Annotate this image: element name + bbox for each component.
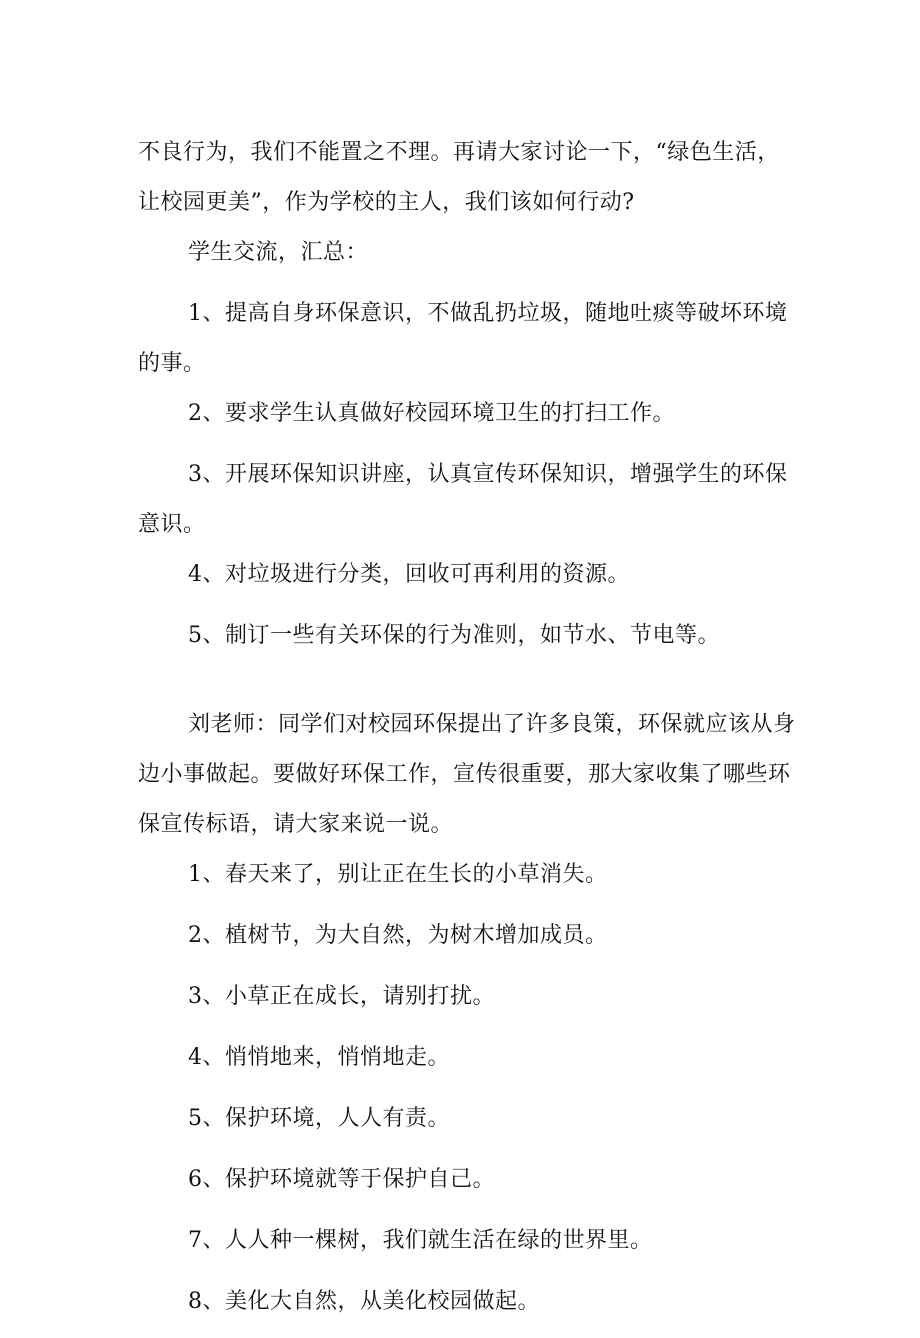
list-item-slogan-5: 5、保护环境，人人有责。 [188, 1106, 450, 1131]
list-item-slogan-8: 8、美化大自然，从美化校园做起。 [188, 1289, 540, 1314]
list-item-summary-3: 3、开展环保知识讲座，认真宣传环保知识，增强学生的环保意识。 [138, 462, 788, 537]
list-item-summary-4: 4、对垃圾进行分类，回收可再利用的资源。 [188, 562, 630, 587]
list-item-slogan-2: 2、植树节，为大自然，为树木增加成员。 [188, 923, 608, 948]
list-item-summary-1: 1、提高自身环保意识，不做乱扔垃圾，随地吐痰等破坏环境的事。 [138, 301, 788, 376]
document-body [138, 128, 798, 1338]
paragraph-intro: 不良行为，我们不能置之不理。再请大家讨论一下，“绿色生活，让校园更美”，作为学校的主人，我们该如何行动? [138, 140, 780, 215]
paragraph-student-summary: 学生交流，汇总： [188, 240, 369, 265]
list-item-slogan-7: 7、人人种一棵树，我们就生活在绿的世界里。 [188, 1228, 653, 1253]
list-item-slogan-6: 6、保护环境就等于保护自己。 [188, 1167, 495, 1192]
list-item-summary-5: 5、制订一些有关环保的行为准则，如节水、节电等。 [188, 623, 720, 648]
list-item-slogan-3: 3、小草正在成长，请别打扰。 [188, 984, 495, 1009]
paragraph-teacher-liu: 刘老师：同学们对校园环保提出了许多良策，环保就应该从身边小事做起。要做好环保工作，宣传很重要，那大家收集了哪些环保宣传标语，请大家来说一说。 [138, 712, 796, 837]
list-item-slogan-4: 4、悄悄地来，悄悄地走。 [188, 1045, 450, 1070]
list-item-summary-2: 2、要求学生认真做好校园环境卫生的打扫工作。 [188, 401, 675, 426]
list-item-slogan-1: 1、春天来了，别让正在生长的小草消失。 [188, 862, 608, 887]
